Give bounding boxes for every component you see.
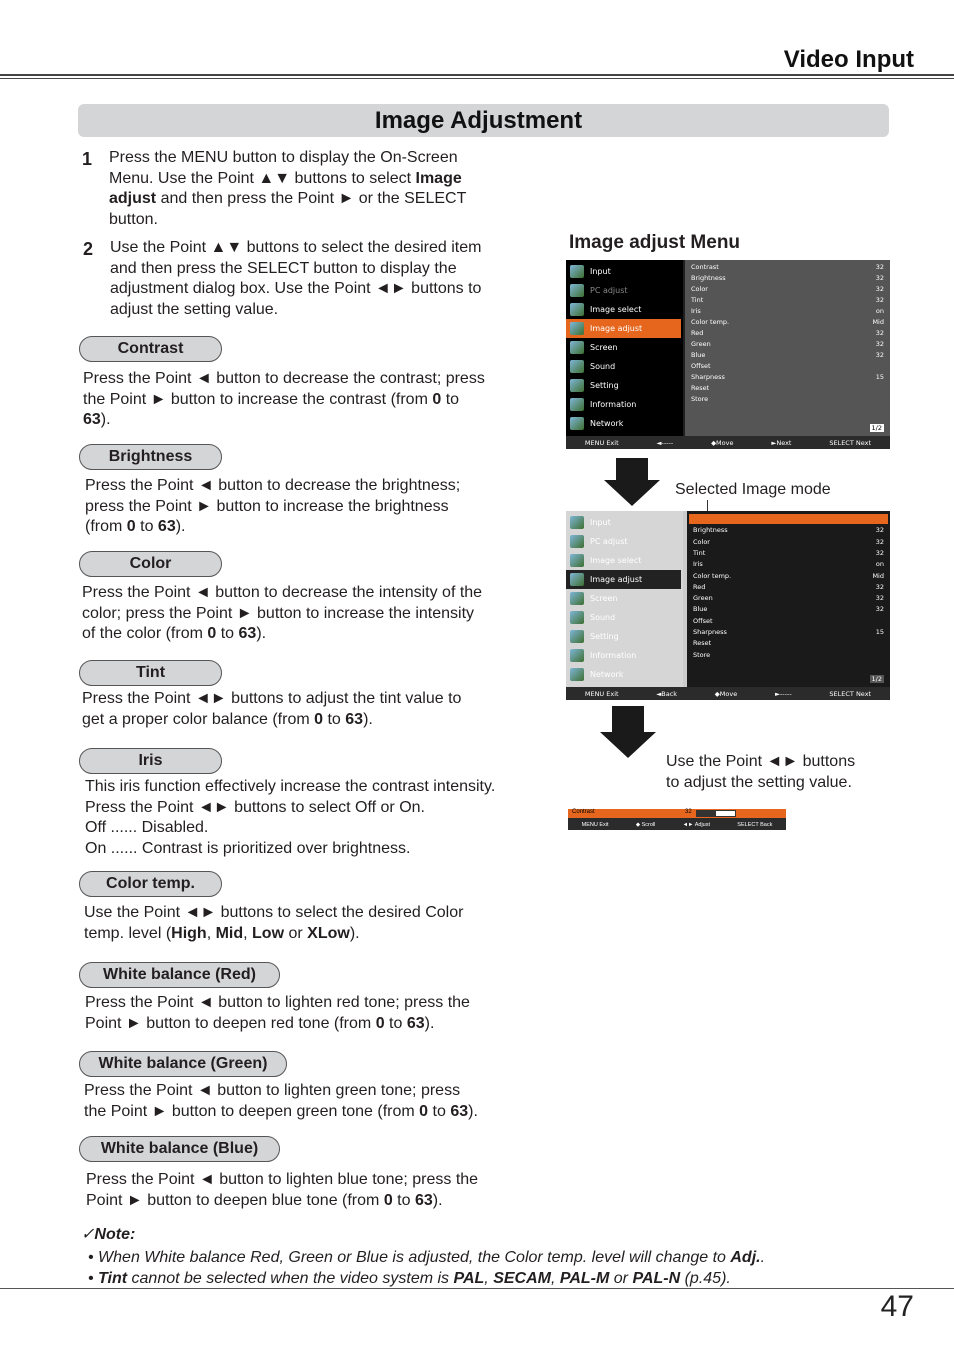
menu-item-label: Information <box>590 400 637 409</box>
note-2-end: (p.45). <box>680 1270 731 1287</box>
row-label: Store <box>693 650 711 659</box>
row-label: Contrast <box>691 263 719 271</box>
row-value: 32 <box>875 548 884 557</box>
color-temp-description <box>84 903 524 944</box>
osd1-value-row <box>691 285 884 296</box>
wb-red-label-pill: White balance (Red) <box>79 962 280 988</box>
osd2-value-row <box>693 560 884 571</box>
step-1-line-2 <box>109 169 509 190</box>
osd1-value-row <box>691 263 884 274</box>
menu-item-icon <box>570 398 584 411</box>
wb-red-line-2-text: Point ► button to deepen red tone (from <box>85 1014 376 1032</box>
osd1-menu-item <box>566 414 681 433</box>
image-adjust-menu-title: Image adjust Menu <box>569 232 741 253</box>
note-title: Note: <box>94 1226 136 1243</box>
wb-red-end: ). <box>424 1014 435 1032</box>
row-label: Color <box>691 285 708 293</box>
row-value: 15 <box>875 373 884 381</box>
osd-adjust-bar <box>568 809 786 830</box>
osd1-value-row <box>691 373 884 384</box>
color-temp-label-pill: Color temp. <box>79 871 222 897</box>
arrow-head <box>604 480 660 506</box>
osd3-slider-fill <box>697 811 716 816</box>
row-value: 32 <box>875 263 884 271</box>
osd1-menu-item <box>566 376 681 395</box>
wb-green-end: ). <box>468 1102 478 1120</box>
arrow-stem <box>616 458 648 480</box>
arrow-stem-2 <box>612 706 644 732</box>
color-to: to <box>216 625 239 642</box>
osd1-menu-item <box>566 281 681 300</box>
step-1-line-1: Press the MENU button to display the On-Screen <box>109 149 458 166</box>
note-2-tint: Tint <box>98 1270 128 1287</box>
wb-green-to: to <box>428 1102 451 1120</box>
osd1-values-panel <box>685 260 890 436</box>
menu-item-icon <box>570 284 584 297</box>
note-item-1: • When White balance Red, Green or Blue is adjusted, the Color temp. level will change to Adj.. <box>88 1249 766 1266</box>
row-label: Tint <box>693 548 706 557</box>
row-value: 32 <box>875 526 884 535</box>
osd2-value-row <box>693 572 884 583</box>
note-2-sep-1: , <box>484 1270 494 1287</box>
row-label: Iris <box>693 560 703 569</box>
color-temp-sep-2: , <box>243 924 253 942</box>
osd2-footer-item: ◆Move <box>714 689 738 698</box>
row-label: Brightness <box>693 526 728 535</box>
row-value: 15 <box>875 628 884 636</box>
tint-max: 63 <box>345 710 364 728</box>
osd1-value-row <box>691 318 884 329</box>
menu-item-label: Sound <box>590 613 616 622</box>
iris-line-3: Off ...... Disabled. <box>85 819 209 836</box>
osd2-menu-item <box>566 665 681 684</box>
brightness-end: ). <box>175 518 186 535</box>
section-title: Image Adjustment <box>374 106 583 134</box>
wb-blue-line-1: Press the Point ◄ button to lighten blue tone; press the <box>86 1171 479 1188</box>
arrow-head-2 <box>600 732 656 758</box>
tint-description <box>82 689 522 730</box>
osd2-value-row <box>693 594 884 605</box>
brightness-line-3-text: (from <box>85 518 127 535</box>
menu-item-label: Screen <box>590 343 618 352</box>
osd2-footer-item: MENU Exit <box>584 689 619 698</box>
tint-end: ). <box>363 710 373 728</box>
brightness-label-pill: Brightness <box>79 444 222 470</box>
color-temp-high: High <box>171 924 207 942</box>
wb-blue-description <box>86 1170 526 1211</box>
row-label: Sharpness <box>691 373 725 381</box>
menu-item-icon <box>570 322 584 335</box>
wb-green-label-pill: White balance (Green) <box>79 1051 287 1077</box>
osd2-value-row <box>693 526 884 537</box>
brightness-line-3 <box>85 517 525 538</box>
row-value: 32 <box>875 582 884 591</box>
osd1-footer-item: ◄----- <box>656 438 674 447</box>
wb-green-max: 63 <box>450 1102 469 1120</box>
osd-screenshot-1 <box>566 260 890 449</box>
iris-description <box>85 777 530 859</box>
contrast-min: 0 <box>432 390 442 408</box>
color-label-pill: Color <box>79 551 222 577</box>
osd2-menu-item <box>566 570 681 589</box>
menu-item-icon <box>570 516 584 529</box>
menu-item-label: Screen <box>590 594 618 603</box>
wb-green-line-2-text: the Point ► button to deepen green tone (from <box>84 1102 420 1120</box>
row-label: Iris <box>691 307 701 315</box>
brightness-line-1: Press the Point ◄ button to decrease the brightness; <box>85 477 461 494</box>
row-value: 32 <box>875 351 884 359</box>
note-2-paln: PAL-N <box>632 1270 681 1287</box>
row-label: Blue <box>693 605 708 614</box>
color-line-2: color; press the Point ► button to increase the intensity <box>82 604 475 622</box>
osd2-footer-item: ◄Back <box>656 689 678 698</box>
osd1-menu-list <box>566 260 683 436</box>
osd2-menu-item <box>566 627 681 646</box>
iris-line-1: This iris function effectively increase the contrast intensity. <box>85 778 496 795</box>
osd2-value-row <box>693 639 884 650</box>
osd1-footer-item: SELECT Next <box>829 438 872 447</box>
osd2-value-row <box>693 538 884 549</box>
step-2-line-2: and then press the SELECT button to display the <box>110 259 457 277</box>
osd1-value-row <box>691 296 884 307</box>
note-2-pal: PAL <box>453 1270 485 1287</box>
menu-item-icon <box>570 554 584 567</box>
row-label: Tint <box>691 296 704 304</box>
wb-green-line-2 <box>84 1102 524 1123</box>
osd1-menu-item <box>566 262 681 281</box>
color-temp-line-2-text: temp. level ( <box>84 924 172 942</box>
menu-item-label: Sound <box>590 362 616 371</box>
row-value: on <box>875 307 884 315</box>
menu-item-icon <box>570 668 584 681</box>
menu-item-label: Setting <box>590 381 619 390</box>
row-label: Offset <box>693 616 713 625</box>
wb-blue-to: to <box>392 1191 415 1209</box>
page-header-title: Video Input <box>783 46 914 73</box>
osd2-page-indicator: 1/2 <box>871 675 882 683</box>
color-line-3-text: of the color (from <box>82 625 208 642</box>
down-arrow-icon <box>604 458 660 506</box>
menu-item-label: Image select <box>590 305 642 314</box>
brightness-min: 0 <box>126 518 136 535</box>
step-1-bold-image: Image <box>415 169 462 187</box>
osd-screenshot-2 <box>566 511 890 700</box>
iris-line-4: On ...... Contrast is prioritized over brightness. <box>85 839 411 857</box>
note-2-palm: PAL-M <box>559 1270 610 1287</box>
menu-item-icon <box>570 379 584 392</box>
wb-red-max: 63 <box>406 1014 425 1032</box>
osd2-value-row <box>693 617 884 628</box>
tint-line-2-text: get a proper color balance (from <box>82 710 315 728</box>
osd1-menu-item <box>566 300 681 319</box>
menu-item-icon <box>570 573 584 586</box>
step-number-1: 1 <box>82 149 93 169</box>
wb-green-description <box>84 1081 524 1122</box>
wb-red-line-1: Press the Point ◄ button to lighten red tone; press the <box>85 994 470 1011</box>
contrast-line-1: Press the Point ◄ button to decrease the contrast; press <box>83 370 485 387</box>
osd2-footer-item: SELECT Next <box>829 689 872 698</box>
row-label: Red <box>693 582 706 591</box>
note-2-sep-2: , <box>550 1270 560 1287</box>
osd3-label-row <box>568 809 786 818</box>
row-value: 32 <box>875 274 884 282</box>
osd3-footer-item: ◆ Scroll <box>635 821 656 828</box>
iris-label-pill: Iris <box>79 748 222 774</box>
menu-item-label: Input <box>590 518 611 527</box>
contrast-max: 63 <box>83 411 101 428</box>
wb-red-min: 0 <box>375 1014 385 1032</box>
row-value: 32 <box>875 329 884 337</box>
osd2-selected-row <box>689 514 888 524</box>
osd2-menu-item <box>566 551 681 570</box>
color-temp-line-1: Use the Point ◄► buttons to select the desired Color <box>84 904 464 921</box>
wb-blue-max: 63 <box>414 1191 433 1209</box>
page-number: 47 <box>880 1290 914 1323</box>
osd3-slider-track <box>696 810 736 817</box>
osd3-footer-item: MENU Exit <box>581 821 609 828</box>
tint-line-2 <box>82 710 522 731</box>
osd1-value-row <box>691 384 884 395</box>
osd1-value-row <box>691 329 884 340</box>
osd3-label: Contrast <box>572 809 595 815</box>
footer-rule <box>0 1288 954 1289</box>
osd1-menu-item <box>566 395 681 414</box>
menu-item-label: Setting <box>590 632 619 641</box>
use-point-caption-line-1: Use the Point ◄► buttons <box>666 753 856 770</box>
selected-image-mode-caption: Selected Image mode <box>675 481 831 498</box>
note-1-end: . <box>760 1249 766 1266</box>
osd2-footer <box>566 687 890 700</box>
step-2-text <box>110 238 520 320</box>
note-2-or: or <box>609 1270 633 1287</box>
row-label: Reset <box>691 384 710 392</box>
osd3-footer-item: SELECT Back <box>737 821 773 828</box>
brightness-max: 63 <box>157 518 176 535</box>
step-1-bold-adjust: adjust <box>109 190 157 207</box>
step-1-line-2-text: Menu. Use the Point ▲▼ buttons to select <box>109 169 416 187</box>
color-temp-sep-3: or <box>284 924 308 942</box>
osd1-value-row <box>691 351 884 362</box>
contrast-end: ). <box>100 411 111 428</box>
menu-item-icon <box>570 535 584 548</box>
menu-item-icon <box>570 360 584 373</box>
row-value: on <box>875 560 884 569</box>
row-value: 32 <box>875 285 884 293</box>
row-value: 32 <box>875 296 884 304</box>
wb-red-description <box>85 993 525 1034</box>
row-value: 32 <box>875 605 884 614</box>
wb-blue-line-2-text: Point ► button to deepen blue tone (from <box>86 1191 384 1209</box>
osd2-value-row <box>693 651 884 662</box>
color-description <box>82 583 522 645</box>
color-temp-mid: Mid <box>215 924 244 942</box>
step-2-line-3: adjustment dialog box. Use the Point ◄► buttons to <box>110 280 482 297</box>
row-label: Brightness <box>691 274 726 282</box>
color-temp-low: Low <box>252 924 285 942</box>
osd1-value-row <box>691 395 884 406</box>
osd2-menu-item <box>566 646 681 665</box>
color-end: ). <box>256 625 267 642</box>
tint-label-pill: Tint <box>79 660 222 686</box>
osd2-menu-item <box>566 513 681 532</box>
tint-min: 0 <box>314 710 324 728</box>
color-line-3 <box>82 624 522 645</box>
osd2-value-row <box>693 583 884 594</box>
osd1-value-row <box>691 274 884 285</box>
header-rule <box>0 74 954 76</box>
osd2-footer-item: ►----- <box>774 689 792 698</box>
row-value: 32 <box>875 594 884 603</box>
note-item-2: • Tint cannot be selected when the video system is PAL, SECAM, PAL-M or PAL-N (p.45). <box>88 1270 731 1287</box>
row-label: Blue <box>691 351 706 359</box>
use-point-caption <box>666 752 855 793</box>
menu-item-label: PC adjust <box>590 537 628 546</box>
section-title-bar <box>78 104 889 137</box>
menu-item-icon <box>570 592 584 605</box>
color-temp-sep-1: , <box>206 924 216 942</box>
brightness-line-2: press the Point ► button to increase the brightness <box>85 497 449 515</box>
osd1-value-row <box>691 362 884 373</box>
row-label: Offset <box>691 362 711 370</box>
menu-item-label: Image adjust <box>590 324 643 333</box>
menu-item-icon <box>570 265 584 278</box>
row-value: 32 <box>875 340 884 348</box>
osd2-values-panel <box>687 511 890 687</box>
menu-item-label: Input <box>590 267 611 276</box>
osd3-value: 32 <box>685 809 692 815</box>
wb-blue-min: 0 <box>383 1191 393 1209</box>
step-2-line-4: adjust the setting value. <box>110 300 279 318</box>
menu-item-icon <box>570 611 584 624</box>
osd1-menu-item <box>566 319 681 338</box>
wb-red-line-2 <box>85 1014 525 1035</box>
osd1-menu-item <box>566 338 681 357</box>
contrast-line-3 <box>83 410 523 431</box>
row-value: 32 <box>875 537 884 546</box>
menu-item-label: Image select <box>590 556 642 565</box>
row-label: Red <box>691 329 704 337</box>
note-2-secam: SECAM <box>493 1270 551 1287</box>
color-temp-xlow: XLow <box>307 924 350 942</box>
tint-to: to <box>323 710 346 728</box>
osd2-menu-item <box>566 532 681 551</box>
row-label: Color temp. <box>693 571 732 580</box>
step-number-2: 2 <box>83 239 94 259</box>
row-label: Green <box>691 340 711 348</box>
down-arrow-icon-2 <box>600 706 656 758</box>
step-2-line-1: Use the Point ▲▼ buttons to select the desired item <box>110 239 482 256</box>
wb-green-min: 0 <box>419 1102 429 1120</box>
menu-item-icon <box>570 417 584 430</box>
row-label: Store <box>691 395 709 403</box>
menu-item-label: Information <box>590 651 637 660</box>
menu-item-icon <box>570 303 584 316</box>
contrast-description <box>83 369 523 431</box>
header-rule-thin <box>0 78 954 79</box>
wb-blue-line-2 <box>86 1191 526 1212</box>
osd1-value-row <box>691 340 884 351</box>
contrast-to: to <box>441 390 460 408</box>
row-label: Color temp. <box>691 318 730 326</box>
wb-red-to: to <box>384 1014 407 1032</box>
color-temp-line-2 <box>84 924 524 945</box>
color-max: 63 <box>238 625 257 642</box>
menu-item-icon <box>570 341 584 354</box>
osd1-footer-item: MENU Exit <box>584 438 619 447</box>
row-value: Mid <box>872 571 884 580</box>
note-1-text: When White balance Red, Green or Blue is adjusted, the Color temp. level will change to <box>98 1249 731 1266</box>
menu-item-label: PC adjust <box>590 286 628 295</box>
osd1-footer-item: ►Next <box>771 438 792 447</box>
step-1-line-3 <box>109 189 509 210</box>
menu-item-icon <box>570 630 584 643</box>
wb-blue-end: ). <box>432 1191 443 1209</box>
osd2-value-row <box>693 628 884 639</box>
osd1-menu-item <box>566 357 681 376</box>
menu-item-icon <box>570 649 584 662</box>
contrast-line-2-text: the Point ► button to increase the contrast (from <box>83 390 433 408</box>
color-line-1: Press the Point ◄ button to decrease the intensity of the <box>82 584 483 601</box>
row-label: Color <box>693 537 710 546</box>
color-min: 0 <box>207 625 217 642</box>
wb-blue-label-pill: White balance (Blue) <box>79 1136 280 1162</box>
row-value: Mid <box>872 318 884 326</box>
brightness-to: to <box>135 518 158 535</box>
note-heading: ✓Note: <box>81 1226 136 1243</box>
contrast-line-2 <box>83 390 523 411</box>
brightness-description <box>85 476 525 538</box>
row-label: Reset <box>693 639 712 648</box>
tint-line-1: Press the Point ◄► buttons to adjust the tint value to <box>82 690 462 707</box>
row-label: Sharpness <box>693 628 727 636</box>
step-1-line-4: button. <box>109 210 158 228</box>
osd2-menu-list <box>566 511 683 687</box>
osd1-footer <box>566 436 890 449</box>
osd2-value-row <box>693 549 884 560</box>
note-2-text: cannot be selected when the video system is <box>127 1270 454 1287</box>
note-1-adj: Adj. <box>730 1249 761 1266</box>
use-point-caption-line-2: to adjust the setting value. <box>666 773 852 791</box>
menu-item-label: Image adjust <box>590 575 643 584</box>
osd3-footer-item: ◄► Adjust <box>682 821 711 828</box>
color-temp-end: ). <box>349 924 360 942</box>
osd3-footer <box>568 819 786 830</box>
step-1-text <box>109 148 509 230</box>
wb-green-line-1: Press the Point ◄ button to lighten green tone; press <box>84 1082 461 1099</box>
menu-item-label: Network <box>590 419 624 428</box>
osd1-page-indicator: 1/2 <box>871 424 882 432</box>
osd1-footer-item: ◆Move <box>711 438 734 447</box>
osd2-value-row <box>693 605 884 616</box>
contrast-label-pill: Contrast <box>79 336 222 362</box>
osd1-value-row <box>691 307 884 318</box>
menu-item-label: Network <box>590 670 624 679</box>
step-1-line-3-text: and then press the Point ► or the SELECT <box>156 190 467 207</box>
osd2-menu-item <box>566 589 681 608</box>
iris-line-2: Press the Point ◄► buttons to select Off or On. <box>85 798 425 816</box>
osd2-menu-item <box>566 608 681 627</box>
row-label: Green <box>693 594 713 603</box>
